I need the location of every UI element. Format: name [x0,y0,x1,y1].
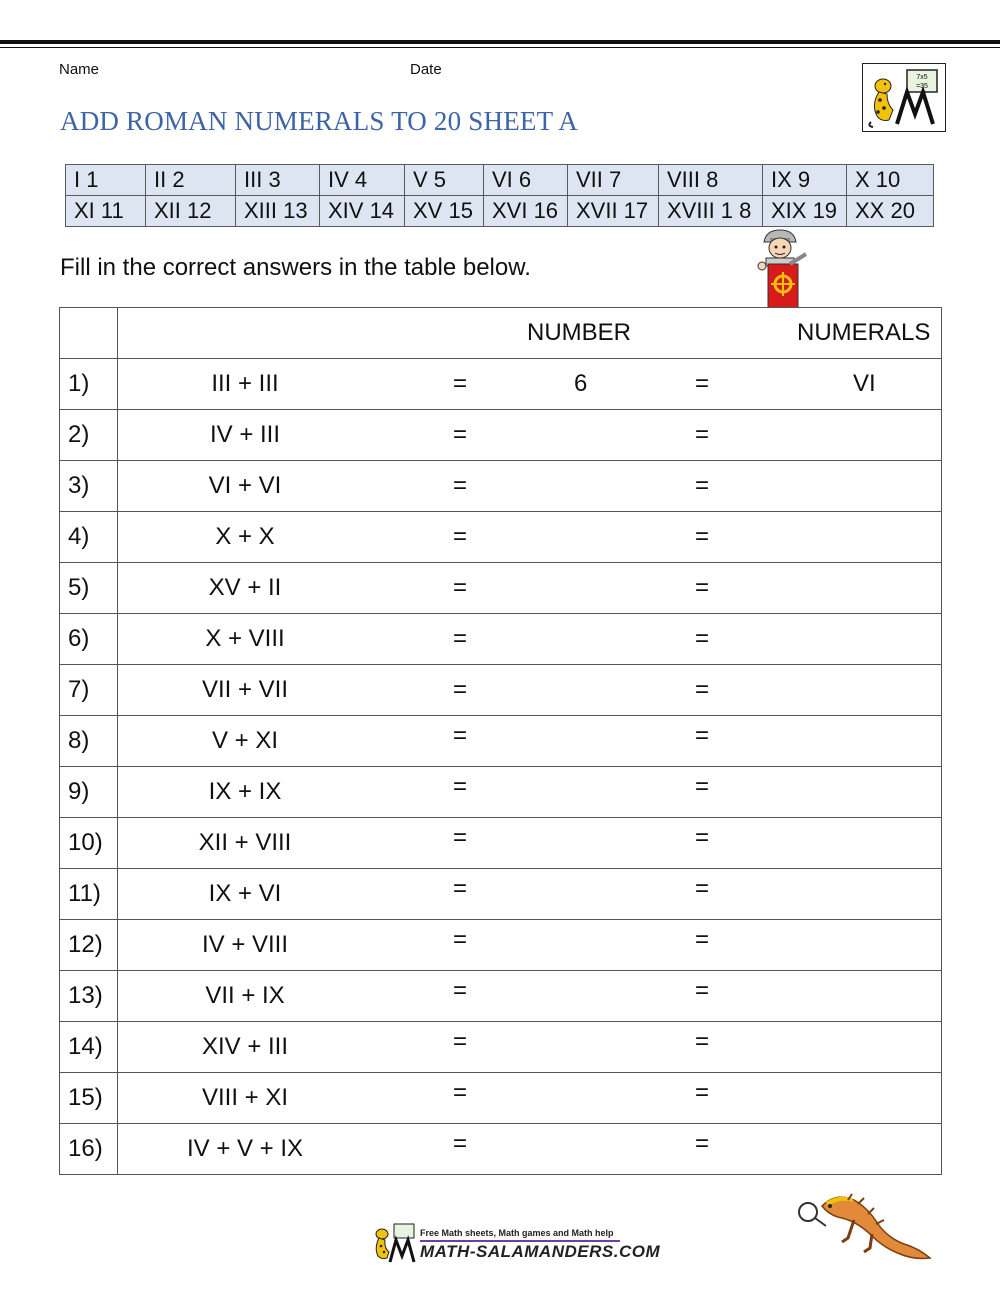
question-number: 10) [60,818,118,869]
reference-cell: VII 7 [568,165,659,196]
roman-numeral-reference-table [65,164,934,227]
reference-cell: XV 15 [405,196,484,227]
question-row [60,869,942,920]
reference-cell: XIX 19 [763,196,847,227]
roman-soldier-icon [750,228,812,308]
number-answer[interactable]: 6 [574,370,588,397]
reference-cell: IV 4 [320,165,405,196]
question-body: VII + IX = = [118,971,942,1022]
equals-sign: = [695,421,710,448]
question-number: 2) [60,410,118,461]
equals-sign: = [695,1028,710,1055]
reference-cell: II 2 [146,165,236,196]
question-number: 8) [60,716,118,767]
equals-sign: = [695,977,710,1004]
top-rule [0,40,1000,44]
question-number: 13) [60,971,118,1022]
header-row [60,308,942,359]
salamander-magnifier-icon [796,1188,934,1266]
equals-sign: = [695,472,710,499]
equals-sign: = [453,722,468,749]
equals-sign: = [453,926,468,953]
svg-text:7x5: 7x5 [916,74,928,81]
question-row [60,512,942,563]
question-body: IV + III = = [118,410,942,461]
numeral-answer[interactable]: VI [853,370,876,397]
question-body: VIII + XI = = [118,1073,942,1124]
date-label: Date [410,61,442,78]
equals-sign: = [695,875,710,902]
answer-table [59,307,942,1175]
reference-row-1 [66,165,934,196]
question-body: IX + VI = = [118,869,942,920]
reference-row-2 [66,196,934,227]
equals-sign: = [695,722,710,749]
top-rule-thin [0,47,1000,48]
question-body: VI + VI = = [118,461,942,512]
footer-site-link[interactable]: MATH-SALAMANDERS.COM [420,1242,661,1261]
equals-sign: = [695,676,710,703]
question-row [60,818,942,869]
equals-sign: = [453,523,468,550]
reference-cell: XI 11 [66,196,146,227]
question-number: 3) [60,461,118,512]
salamander-teacher-logo-icon [862,63,946,132]
reference-cell: XIII 13 [236,196,320,227]
equals-sign: = [695,824,710,851]
question-number: 14) [60,1022,118,1073]
equals-sign: = [695,1079,710,1106]
equals-sign: = [695,625,710,652]
question-body: IV + V + IX = = [118,1124,942,1175]
question-body: XV + II = = [118,563,942,614]
equals-sign: = [453,977,468,1004]
reference-cell: VIII 8 [659,165,763,196]
header-cell [118,308,942,359]
question-number: 9) [60,767,118,818]
reference-cell: XVII 17 [568,196,659,227]
equals-sign: = [453,625,468,652]
question-number: 5) [60,563,118,614]
equals-sign: = [695,574,710,601]
equals-sign: = [695,523,710,550]
question-number: 6) [60,614,118,665]
question-row [60,767,942,818]
question-number: 12) [60,920,118,971]
question-row [60,410,942,461]
question-body: XII + VIII = = [118,818,942,869]
reference-cell: X 10 [847,165,934,196]
question-number: 16) [60,1124,118,1175]
question-number: 15) [60,1073,118,1124]
page-title: ADD ROMAN NUMERALS TO 20 SHEET A [60,106,578,136]
question-body: X + VIII = = [118,614,942,665]
equals-sign: = [695,926,710,953]
equals-sign: = [695,370,710,397]
question-number: 1) [60,359,118,410]
equals-sign: = [453,773,468,800]
question-body: X + X = = [118,512,942,563]
equals-sign: = [453,676,468,703]
equals-sign: = [453,574,468,601]
reference-cell: I 1 [66,165,146,196]
reference-cell: XVIII 1 8 [659,196,763,227]
reference-cell: XX 20 [847,196,934,227]
question-row [60,614,942,665]
equals-sign: = [695,1130,710,1157]
equals-sign: = [453,1028,468,1055]
question-body: VII + VII = = [118,665,942,716]
question-row [60,359,942,410]
equals-sign: = [453,421,468,448]
reference-cell: VI 6 [484,165,568,196]
question-row [60,716,942,767]
svg-text:=35: =35 [916,83,928,90]
equals-sign: = [453,824,468,851]
reference-cell: XIV 14 [320,196,405,227]
reference-cell: IX 9 [763,165,847,196]
header-blank-cell [60,308,118,359]
question-body: IX + IX = = [118,767,942,818]
footer-tagline: Free Math sheets, Math games and Math help [420,1228,614,1238]
question-row [60,971,942,1022]
question-body: XIV + III = = [118,1022,942,1073]
question-row [60,1022,942,1073]
instructions: Fill in the correct answers in the table below. [60,254,531,281]
question-number: 7) [60,665,118,716]
question-row [60,920,942,971]
equals-sign: = [695,773,710,800]
question-row [60,563,942,614]
question-number: 11) [60,869,118,920]
name-label: Name [59,61,100,78]
salamander-teacher-logo-icon [372,1222,418,1264]
question-number: 4) [60,512,118,563]
reference-cell: XII 12 [146,196,236,227]
equals-sign: = [453,875,468,902]
question-row [60,1073,942,1124]
equals-sign: = [453,472,468,499]
column-header-numerals: NUMERALS [797,319,931,346]
question-body: V + XI = = [118,716,942,767]
column-header-number: NUMBER [527,319,632,346]
equals-sign: = [453,1079,468,1106]
question-body: III + III = 6 = VI [118,359,942,410]
equals-sign: = [453,370,468,397]
question-row [60,461,942,512]
reference-cell: III 3 [236,165,320,196]
question-row [60,1124,942,1175]
question-row [60,665,942,716]
reference-cell: V 5 [405,165,484,196]
equals-sign: = [453,1130,468,1157]
question-body: IV + VIII = = [118,920,942,971]
reference-cell: XVI 16 [484,196,568,227]
